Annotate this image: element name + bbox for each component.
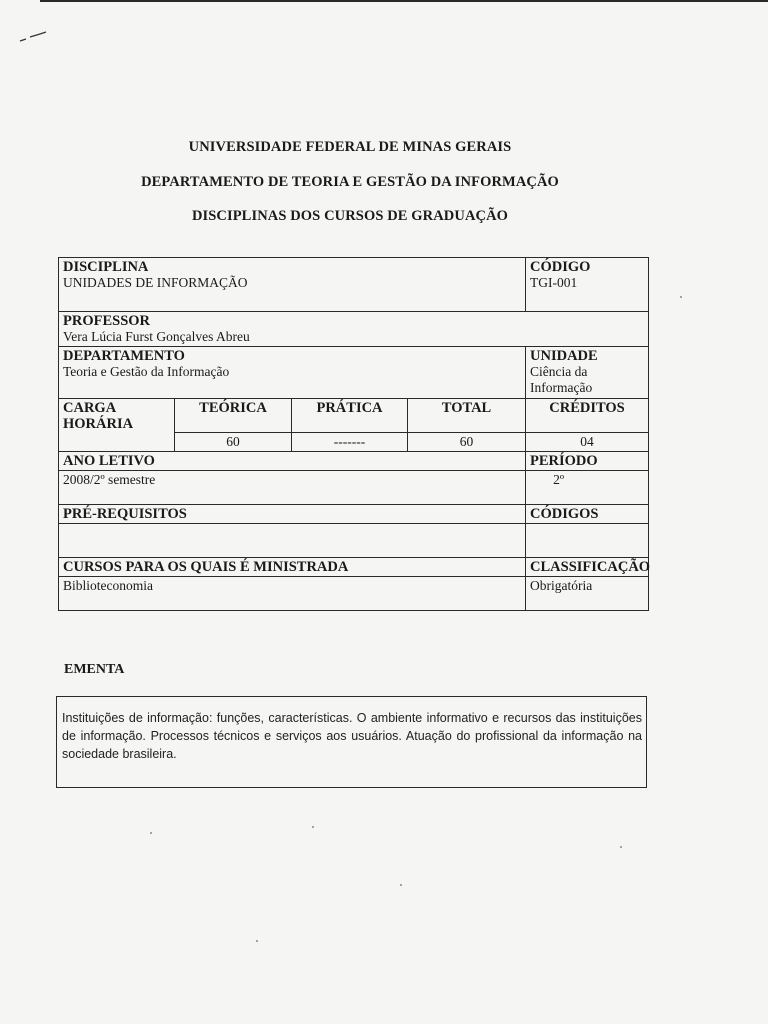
scan-speck [400,884,402,886]
scan-speck [256,940,258,942]
classificacao-label: CLASSIFICAÇÃO [526,558,649,577]
scan-speck [312,826,314,828]
table-row [59,258,649,312]
total-value: 60 [408,433,526,452]
ano-letivo-label: ANO LETIVO [59,452,526,471]
unidade-cell [526,347,649,399]
departamento-cell [59,347,526,399]
table-row [59,558,649,577]
scan-speck [150,832,152,834]
scan-speck [620,846,622,848]
cursos-value: Biblioteconomia [59,577,526,611]
codigos-value [526,524,649,558]
pre-requisitos-label: PRÉ-REQUISITOS [59,505,526,524]
scan-speck [680,296,682,298]
professor-label: PROFESSOR [63,313,151,329]
total-label: TOTAL [408,399,526,433]
university-name: UNIVERSIDADE FEDERAL DE MINAS GERAIS [188,139,512,155]
pratica-value: ------- [292,433,408,452]
table-row [59,524,649,558]
scan-pen-mark [18,30,48,44]
scan-top-border [40,0,768,2]
professor-cell [59,312,649,347]
table-row [59,347,649,399]
table-row [59,471,649,505]
periodo-value: 2º [526,471,649,505]
ano-letivo-value: 2008/2º semestre [59,471,526,505]
codigo-value: TGI-001 [530,275,578,290]
teorica-value: 60 [175,433,292,452]
classificacao-value: Obrigatória [526,577,649,611]
carga-label-line1: CARGA [63,400,117,416]
disciplina-cell [59,258,526,312]
codigo-label: CÓDIGO [530,259,591,275]
teorica-label: TEÓRICA [175,399,292,433]
table-row [59,399,649,433]
department-name: DEPARTAMENTO DE TEORIA E GESTÃO DA INFORMAÇÃO [141,174,559,190]
departamento-label: DEPARTAMENTO [63,348,185,364]
pratica-label: PRÁTICA [292,399,408,433]
professor-value: Vera Lúcia Furst Gonçalves Abreu [63,329,250,344]
codigos-label: CÓDIGOS [526,505,649,524]
disciplina-label: DISCIPLINA [63,259,149,275]
cursos-label: CURSOS PARA OS QUAIS É MINISTRADA [59,558,526,577]
carga-label-line2: HORÁRIA [63,416,134,432]
table-row [59,577,649,611]
document-subtitle: DISCIPLINAS DOS CURSOS DE GRADUAÇÃO [191,208,509,224]
disciplina-value: UNIDADES DE INFORMAÇÃO [63,275,248,290]
departamento-value: Teoria e Gestão da Informação [63,364,230,379]
creditos-label: CRÉDITOS [526,399,649,433]
codigo-cell [526,258,649,312]
ementa-title: EMENTA [64,662,125,677]
pre-requisitos-value [59,524,526,558]
table-row [59,505,649,524]
periodo-label: PERÍODO [526,452,649,471]
discipline-info-table [58,257,649,611]
ementa-text: Instituições de informação: funções, características. O ambiente informativo e recursos das instituições de informação. Processos técnicos e serviços aos usuários. Atuação do profissional da informação na sociedade brasileira. [56,696,647,788]
carga-horaria-cell [59,399,175,452]
table-row [59,312,649,347]
unidade-label: UNIDADE [530,348,598,364]
table-row [59,452,649,471]
unidade-value: Ciência da Informação [530,364,593,395]
creditos-value: 04 [526,433,649,452]
